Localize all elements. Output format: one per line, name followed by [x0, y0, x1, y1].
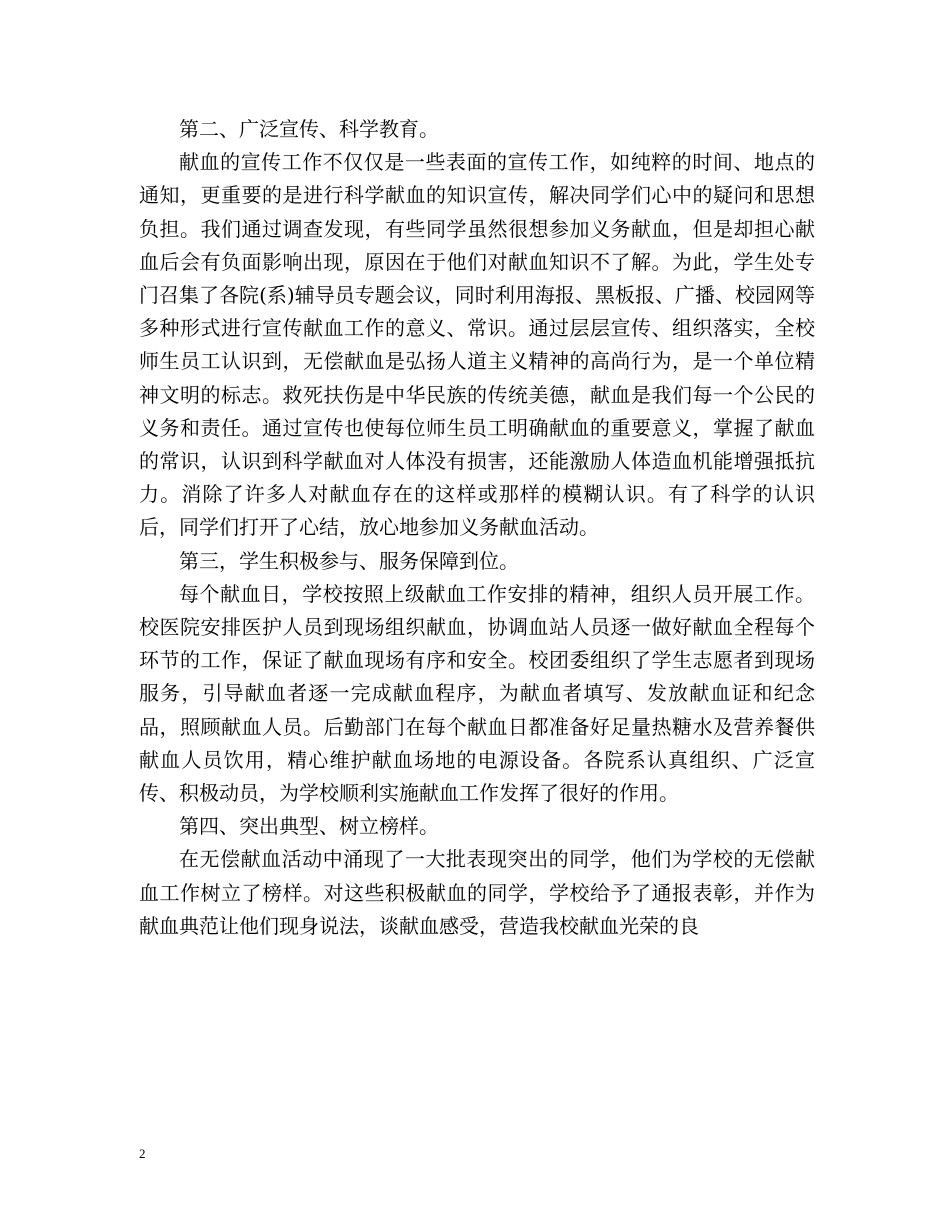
- paragraph-publicity: 献血的宣传工作不仅仅是一些表面的宣传工作，如纯粹的时间、地点的通知，更重要的是进行科学献血的知识宣传，解决同学们心中的疑问和思想负担。我们通过调查发现，有些同学虽然很想参加义务献血，但是却担心献血后会有负面影响出现，原因在于他们对献血知识不了解。为此，学生处专门召集了各院(系)辅导员专题会议，同时利用海报、黑板报、广播、校园网等多种形式进行宣传献血工作的意义、常识。通过层层宣传、组织落实，全校师生员工认识到，无偿献血是弘扬人道主义精神的高尚行为，是一个单位精神文明的标志。救死扶伤是中华民族的传统美德，献血是我们每一个公民的义务和责任。通过宣传也使每位师生员工明确献血的重要意义，掌握了献血的常识，认识到科学献血对人体没有损害，还能激励人体造血机能增强抵抗力。消除了许多人对献血存在的这样或那样的模糊认识。有了科学的认识后，同学们打开了心结，放心地参加义务献血活动。: [139, 150, 815, 540]
- paragraph-service: 每个献血日，学校按照上级献血工作安排的精神，组织人员开展工作。校医院安排医护人员到现场组织献血，协调血站人员逐一做好献血全程每个环节的工作，保证了献血现场有序和安全。校团委组织了学生志愿者到现场服务，引导献血者逐一完成献血程序，为献血者填写、发放献血证和纪念品，照顾献血人员。后勤部门在每个献血日都准备好足量热糖水及营养餐供献血人员饮用，精心维护献血场地的电源设备。各院系认真组织、广泛宣传、积极动员，为学校顺利实施献血工作发挥了很好的作用。: [139, 581, 815, 806]
- section-heading-3: 第三，学生积极参与、服务保障到位。: [179, 548, 519, 573]
- page-number: 2: [139, 1146, 146, 1161]
- document-body: [139, 113, 815, 943]
- section-heading-4: 第四、突出典型、树立榜样。: [179, 814, 439, 839]
- paragraph-role-models: 在无偿献血活动中涌现了一大批表现突出的同学，他们为学校的无偿献血工作树立了榜样。对这些积极献血的同学，学校给予了通报表彰，并作为献血典范让他们现身说法，谈献血感受，营造我校献血光荣的良: [139, 847, 815, 938]
- section-heading-2: 第二、广泛宣传、科学教育。: [179, 117, 439, 141]
